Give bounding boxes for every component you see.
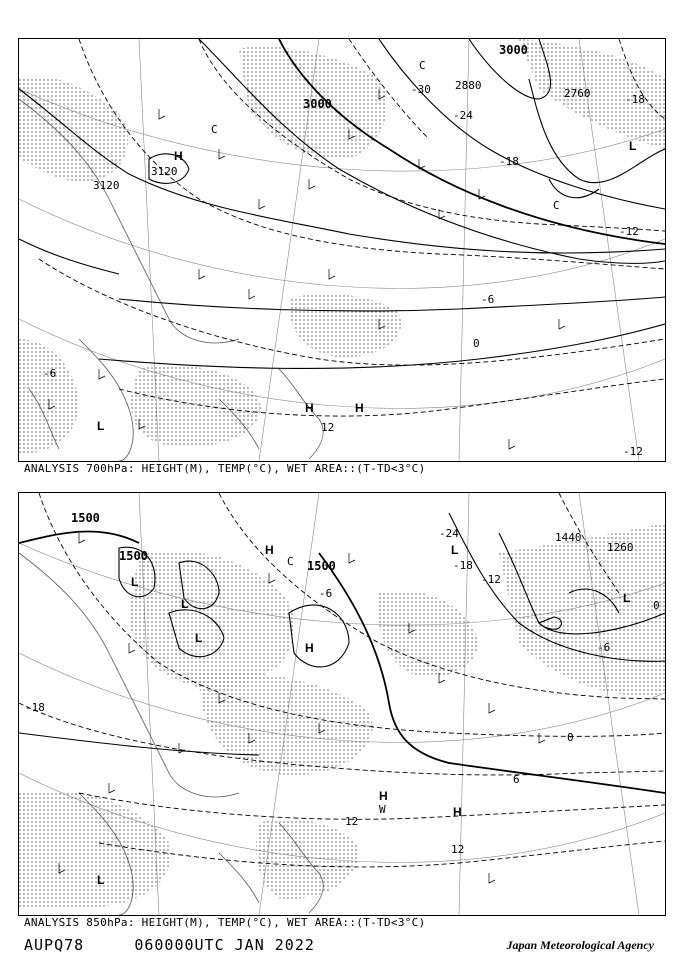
- panel-850hpa-caption: ANALYSIS 850hPa: HEIGHT(M), TEMP(°C), WET AREA::(T-TD<3°C): [24, 916, 426, 929]
- low-pressure-center: L: [181, 597, 189, 611]
- temp-label: 12: [321, 421, 335, 434]
- cold-center: C: [211, 123, 218, 136]
- temp-label: -6: [43, 367, 57, 380]
- height-label: 3000: [303, 97, 332, 111]
- high-pressure-center: H: [355, 401, 364, 415]
- agency-name: Japan Meteorological Agency: [506, 938, 654, 952]
- map-panel-850hpa: [18, 492, 666, 916]
- temp-label: -18: [25, 701, 45, 714]
- temp-label: -6: [597, 641, 611, 654]
- low-pressure-center: L: [97, 873, 105, 887]
- height-label: 2880: [455, 79, 482, 92]
- panel-700hpa-caption: ANALYSIS 700hPa: HEIGHT(M), TEMP(°C), WET AREA::(T-TD<3°C): [24, 462, 426, 475]
- temp-label: -24: [453, 109, 473, 122]
- height-label: 3000: [499, 43, 528, 57]
- temp-label: -12: [619, 225, 639, 238]
- temp-label: -18: [625, 93, 645, 106]
- cold-center: C: [287, 555, 294, 568]
- temp-label: 12: [345, 815, 359, 828]
- temp-label: -6: [319, 587, 333, 600]
- temp-label: 6: [513, 773, 520, 786]
- high-pressure-center: H: [305, 641, 314, 655]
- temp-label: -6: [481, 293, 495, 306]
- high-pressure-center: H: [305, 401, 314, 415]
- temp-label: 12: [451, 843, 465, 856]
- wet-areas: [19, 523, 665, 908]
- low-pressure-center: L: [195, 631, 203, 645]
- temp-label: 0: [473, 337, 480, 350]
- temp-label: -30: [411, 83, 431, 96]
- temp-label: 0: [653, 599, 660, 612]
- temp-label: -18: [453, 559, 473, 572]
- high-pressure-center: H: [174, 149, 183, 163]
- temp-label: 0: [567, 731, 574, 744]
- valid-time: 060000UTC JAN 2022: [134, 936, 315, 954]
- high-pressure-center: H: [453, 805, 462, 819]
- temp-label: -24: [439, 527, 459, 540]
- height-label: 3120: [93, 179, 120, 192]
- map-850hpa-drawing: [19, 493, 665, 915]
- height-label: 1500: [119, 549, 148, 563]
- low-pressure-center: L: [97, 419, 105, 433]
- height-label: 1440: [555, 531, 582, 544]
- low-pressure-center: L: [623, 591, 631, 605]
- temp-label: -12: [481, 573, 501, 586]
- cold-center: C: [419, 59, 426, 72]
- chart-identifier: [24, 936, 315, 954]
- low-pressure-center: L: [451, 543, 459, 557]
- height-label: 3120: [151, 165, 178, 178]
- low-pressure-center: L: [131, 575, 139, 589]
- temp-label: -18: [499, 155, 519, 168]
- map-700hpa-drawing: [19, 39, 665, 461]
- height-label: 1260: [607, 541, 634, 554]
- low-pressure-center: L: [629, 139, 637, 153]
- product-code: AUPQ78: [24, 936, 85, 954]
- map-panel-700hpa: [18, 38, 666, 462]
- cold-center: C: [553, 199, 560, 212]
- height-label: 1500: [307, 559, 336, 573]
- temp-label: -12: [623, 445, 643, 458]
- high-pressure-center: H: [265, 543, 274, 557]
- height-label: 1500: [71, 511, 100, 525]
- warm-center: W: [379, 803, 386, 816]
- high-pressure-center: H: [379, 789, 388, 803]
- height-label: 2760: [564, 87, 591, 100]
